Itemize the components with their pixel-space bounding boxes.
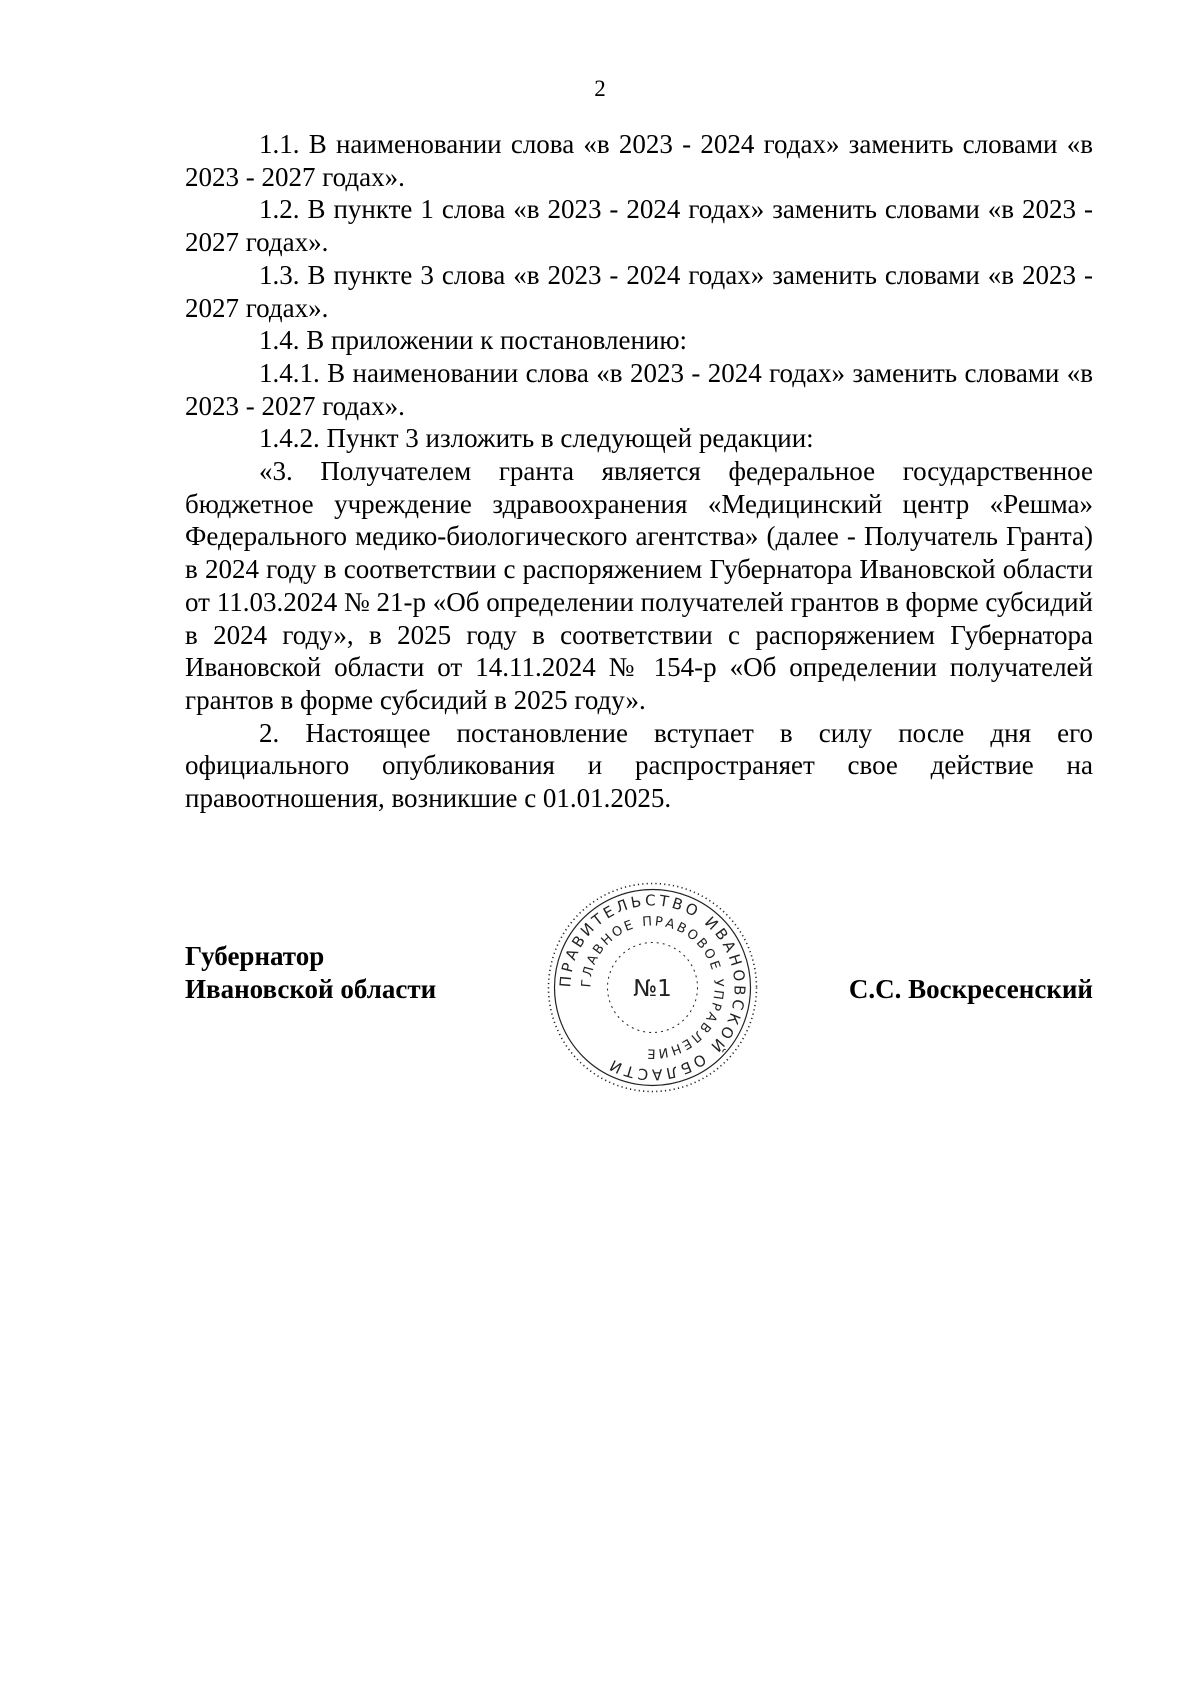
paragraph-1-4: 1.4. В приложении к постановлению: [259, 325, 688, 356]
document-body [185, 128, 1093, 815]
paragraph-2: 2. Настоящее постановление вступает в силу после дня его официального опубликования и распространяет свое действие на правоотношения, возникшие с 01.01.2025. [185, 717, 1093, 814]
paragraph-1-4-2: 1.4.2. Пункт 3 изложить в следующей редакции: [259, 423, 814, 454]
stamp-outer-text: ПРАВИТЕЛЬСТВО ИВАНОВСКОЙ ОБЛАСТИ [556, 891, 749, 1084]
official-stamp [545, 880, 760, 1095]
signatory-position-line1: Губернатор [185, 941, 325, 971]
paragraph-1-1: 1.1. В наименовании слова «в 2023 - 2024 годах» заменить словами «в 2023 - 2027 годах». [185, 129, 1093, 192]
stamp-seal-icon [545, 880, 760, 1095]
page-number: 2 [594, 76, 606, 101]
signatory-position [185, 940, 436, 1006]
paragraph-1-3: 1.3. В пункте 3 слова «в 2023 - 2024 годах» заменить словами «в 2023 - 2027 годах». [185, 259, 1093, 323]
paragraph-1-4-1: 1.4.1. В наименовании слова «в 2023 - 2024 годах» заменить словами «в 2023 - 2027 годах». [185, 357, 1093, 421]
signatory-name: С.С. Воскресенский [848, 974, 1093, 1004]
stamp-inner-text: ГЛАВНОЕ ПРАВОВОЕ УПРАВЛЕНИЕ [579, 914, 726, 1061]
stamp-number: №1 [633, 976, 672, 1002]
paragraph-1-2: 1.2. В пункте 1 слова «в 2023 - 2024 годах» заменить словами «в 2023 - 2027 годах». [185, 194, 1093, 258]
paragraph-quoted-item-3: «3. Получателем гранта является федеральное государственное бюджетное учреждение здравоохранения «Медицинский центр «Решма» Федерального медико-биологического агентства» (далее - Получатель Гранта) в 2024 году в соответствии с распоряжением Губернатора Ивановской области от 11.03.2024 № 21-р «Об определении получателей грантов в форме субсидий в 2024 году», в 2025 году в соответствии с распоряжением Губернатора Ивановской области от 14.11.2024 № 154-р «Об определении получателей грантов в форме субсидий в 2025 году». [185, 456, 1093, 715]
signatory-position-line2: Ивановской области [185, 974, 437, 1004]
